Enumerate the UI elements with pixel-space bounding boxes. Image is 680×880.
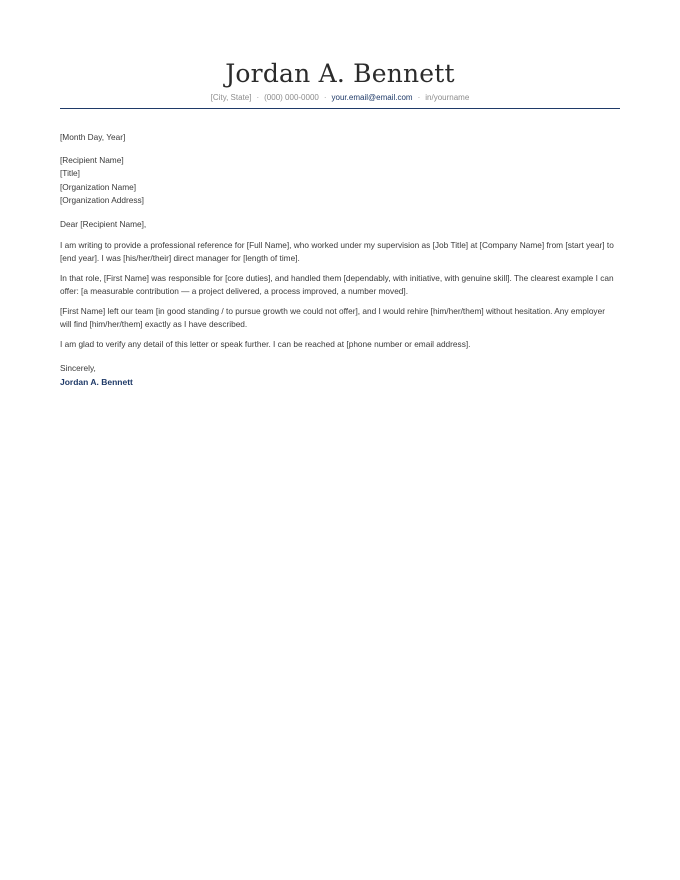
signature-name: Jordan A. Bennett [60, 377, 133, 387]
header-divider [60, 108, 620, 109]
body-paragraph: In that role, [First Name] was responsible for [core duties], and handled them [dependably, with initiative, with genuine skill]. The clearest example I can offer: [a measurable contribution — a project delivered, a process improved, a number moved]. [60, 273, 614, 296]
separator-dot: · [323, 93, 327, 102]
sender-name-heading: Jordan A. Bennett [225, 59, 455, 88]
recipient-organization: [Organization Name] [60, 181, 137, 192]
linkedin-handle: in/yourname [425, 93, 470, 102]
phone-number: (000) 000-0000 [264, 93, 319, 102]
city-state: [City, State] [210, 93, 252, 102]
email-link[interactable]: your.email@email.com [331, 93, 413, 102]
recipient-title: [Title] [60, 168, 80, 179]
contact-info-line [60, 92, 620, 104]
recipient-address: [Organization Address] [60, 194, 144, 205]
body-paragraph: I am writing to provide a professional reference for [Full Name], who worked under my supervision as [Job Title] at [Company Name] from [start year] to [end year]. I was [his/her/their] direct manager for [length of time]. [60, 240, 614, 263]
body-paragraph: I am glad to verify any detail of this letter or speak further. I can be reached at [phone number or email address]. [60, 339, 471, 349]
separator-dot: · [256, 93, 260, 102]
salutation: Dear [Recipient Name], [60, 219, 147, 229]
letter-date: [Month Day, Year] [60, 132, 126, 142]
separator-dot: · [417, 93, 421, 102]
recipient-block [60, 154, 620, 207]
closing: Sincerely, [60, 363, 96, 373]
recipient-name: [Recipient Name] [60, 155, 124, 165]
body-paragraph: [First Name] left our team [in good standing / to pursue growth we could not offer], and I would rehire [him/her/them] without hesitation. Any employer will find [him/her/them] exactly as I have described. [60, 306, 605, 329]
